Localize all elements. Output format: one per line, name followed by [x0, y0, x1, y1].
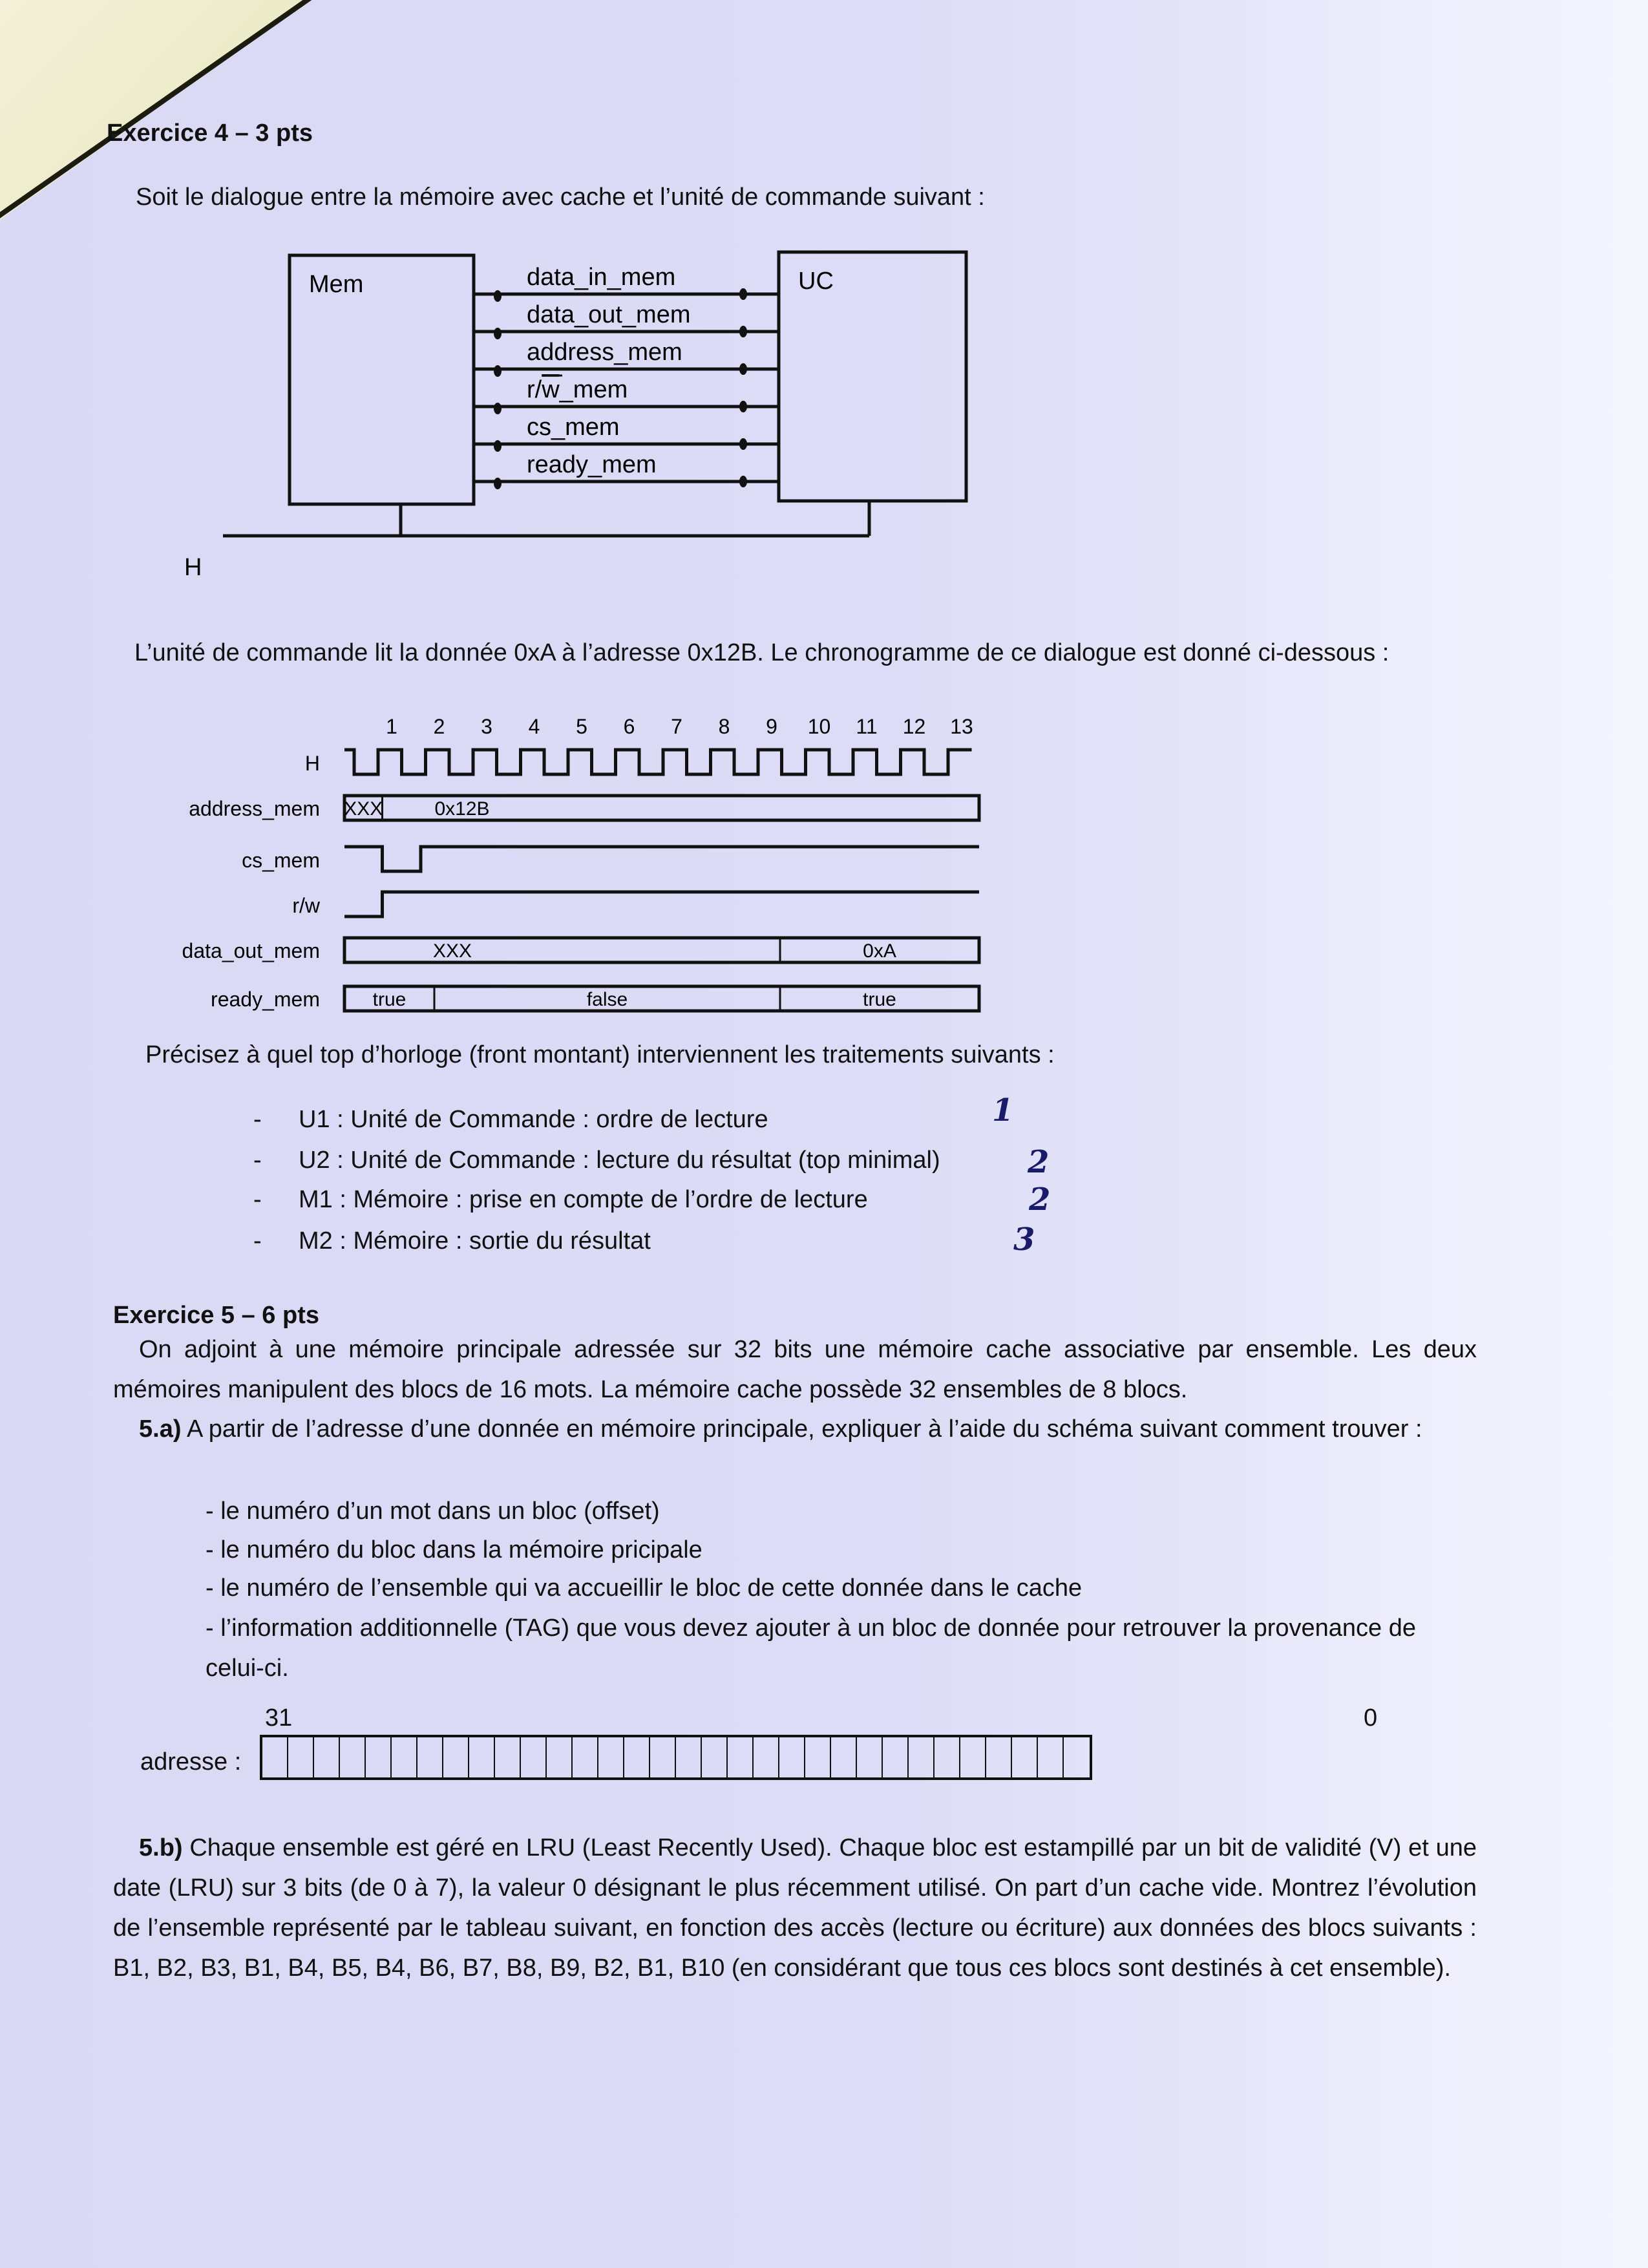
bus-value: 0xA: [863, 940, 896, 962]
exercise5-intro: On adjoint à une mémoire principale adressée sur 32 bits une mémoire cache associative par ensemble. Les deux mémoires manipulent des blocs de 16 mots. La mémoire cache possède 32 ensembles de 8 blocs.: [113, 1336, 1477, 1403]
part-b-statement: [113, 1828, 1477, 1988]
bus-value: XXX: [344, 798, 383, 820]
address-bit-cell: [624, 1737, 650, 1777]
item-u2: - U2 : Unité de Commande : lecture du résultat (top minimal): [253, 1147, 940, 1174]
tick-label-3: 3: [481, 715, 492, 738]
signal-label-address_mem: address_mem: [527, 339, 682, 366]
exercise4-intro: Soit le dialogue entre la mémoire avec cache et l’unité de commande suivant :: [136, 184, 985, 211]
address-bit-cell: [754, 1737, 779, 1777]
exercise5-title: Exercice 5 – 6 pts: [113, 1302, 319, 1329]
address-bit-cell: [262, 1737, 288, 1777]
mem-label: Mem: [309, 271, 364, 298]
bus-value: 0x12B: [434, 798, 490, 820]
address-bit-cell: [417, 1737, 443, 1777]
address-bit-cell: [857, 1737, 883, 1777]
address-bit-cell: [779, 1737, 805, 1777]
address-bit-cell: [443, 1737, 469, 1777]
uc-label: UC: [798, 268, 834, 295]
address-bit-cell: [986, 1737, 1012, 1777]
part-a-item-tag: - l’information additionnelle (TAG) que vous devez ajouter à un bloc de donnée pour retrouver la provenance de celui-ci.: [206, 1615, 1416, 1682]
part-a-item-block-number: - le numéro du bloc dans la mémoire pricipale: [206, 1536, 703, 1563]
exercise4-question: Précisez à quel top d’horloge (front montant) interviennent les traitements suivants :: [145, 1041, 1055, 1068]
part-a-statement: [113, 1409, 1477, 1449]
waveform-cs_mem: [344, 847, 979, 871]
tick-label-13: 13: [950, 715, 973, 738]
address-bit-cell: [314, 1737, 340, 1777]
address-label: adresse :: [140, 1748, 242, 1775]
part-b-label: 5.b): [139, 1834, 183, 1861]
address-bit-cell: [1038, 1737, 1064, 1777]
signal-label-H: H: [304, 752, 320, 775]
address-bit-cell: [650, 1737, 676, 1777]
address-bit-cell: [366, 1737, 392, 1777]
signal-label-ready_mem: ready_mem: [211, 988, 320, 1011]
address-bit-cell: [573, 1737, 598, 1777]
tick-label-1: 1: [386, 715, 397, 738]
address-bit-cell: [1064, 1737, 1090, 1777]
signal-label-r-w_mem: r/w_mem: [527, 376, 628, 403]
item-u1: - U1 : Unité de Commande : ordre de lecture: [253, 1106, 768, 1133]
address-msb-label: 31: [265, 1704, 293, 1732]
address-bit-cell: [935, 1737, 960, 1777]
item-m2: - M2 : Mémoire : sortie du résultat: [253, 1227, 651, 1255]
address-bit-cell: [1012, 1737, 1038, 1777]
bus-value: false: [586, 989, 628, 1010]
part-b-text: Chaque ensemble est géré en LRU (Least Recently Used). Chaque bloc est estampillé par un bit de validité (V) et une date (LRU) sur 3 bits (de 0 à 7), la valeur 0 désignant le plus récemment utilisé. On part d’un cache vide. Montrez l’évolution de l’ensemble représenté par le tableau suivant, en fonction des accès (lecture ou écriture) aux données des blocs suivants : B1, B2, B3, B1, B4, B5, B4, B6, B7, B8, B9, B2, B1, B10 (en considérant que tous ces blocs sont destinés à cet ensemble).: [113, 1834, 1477, 1982]
clock-waveform: [344, 750, 972, 774]
exercise4-title: Exercice 4 – 3 pts: [107, 120, 313, 147]
bus-value: XXX: [432, 940, 472, 962]
address-bit-cell: [883, 1737, 909, 1777]
read-statement: L’unité de commande lit la donnée 0xA à l’adresse 0x12B. Le chronogramme de ce dialogue est donné ci-dessous :: [134, 639, 1389, 666]
timing-diagram: [0, 0, 1648, 1034]
signal-label-data_out_mem: data_out_mem: [527, 301, 691, 328]
handwritten-answer-m2: 3: [1013, 1222, 1035, 1258]
tick-label-5: 5: [576, 715, 587, 738]
address-bit-cell: [340, 1737, 366, 1777]
tick-label-2: 2: [433, 715, 445, 738]
tick-label-6: 6: [623, 715, 635, 738]
handwritten-answer-u1: 1: [992, 1092, 1014, 1129]
signal-label-data_out_mem: data_out_mem: [182, 939, 320, 962]
address-bit-cell: [469, 1737, 495, 1777]
part-a-item-set-number: - le numéro de l’ensemble qui va accueillir le bloc de cette donnée dans le cache: [206, 1574, 1083, 1602]
tick-label-11: 11: [856, 715, 878, 738]
item-m1: - M1 : Mémoire : prise en compte de l’ordre de lecture: [253, 1186, 868, 1213]
signal-label-ready_mem: ready_mem: [527, 451, 657, 478]
bus-value: true: [863, 989, 896, 1010]
tick-label-7: 7: [671, 715, 682, 738]
bus-value: true: [372, 989, 407, 1010]
address-bit-cell: [805, 1737, 831, 1777]
waveform-r-w: [344, 892, 979, 917]
address-bit-field: [260, 1735, 1092, 1780]
clock-label: H: [184, 554, 202, 581]
address-bit-cell: [598, 1737, 624, 1777]
tick-label-8: 8: [718, 715, 730, 738]
part-a-item-offset: - le numéro d’un mot dans un bloc (offset): [206, 1498, 660, 1525]
address-bit-cell: [547, 1737, 573, 1777]
address-bit-cell: [495, 1737, 521, 1777]
address-bit-cell: [392, 1737, 417, 1777]
signal-label-data_in_mem: data_in_mem: [527, 264, 676, 291]
address-bit-cell: [521, 1737, 547, 1777]
tick-label-10: 10: [807, 715, 831, 738]
address-bit-cell: [831, 1737, 857, 1777]
tick-label-9: 9: [766, 715, 777, 738]
handwritten-answer-m1: 2: [1029, 1182, 1051, 1218]
address-bit-cell: [288, 1737, 314, 1777]
tick-label-4: 4: [528, 715, 540, 738]
signal-label-address_mem: address_mem: [189, 797, 320, 820]
address-bit-cell: [676, 1737, 702, 1777]
signal-label-cs_mem: cs_mem: [242, 849, 320, 872]
address-bit-cell: [909, 1737, 935, 1777]
address-bit-cell: [728, 1737, 754, 1777]
handwritten-answer-u2: 2: [1028, 1144, 1050, 1180]
address-bit-cell: [960, 1737, 986, 1777]
part-a-label: 5.a): [139, 1415, 182, 1443]
address-bit-cell: [702, 1737, 728, 1777]
signal-label-cs_mem: cs_mem: [527, 414, 620, 441]
tick-label-12: 12: [902, 715, 926, 738]
address-lsb-label: 0: [1364, 1704, 1378, 1732]
signal-label-r-w: r/w: [292, 894, 320, 917]
part-a-text: A partir de l’adresse d’une donnée en mémoire principale, expliquer à l’aide du schéma suivant comment trouver :: [186, 1415, 1422, 1443]
